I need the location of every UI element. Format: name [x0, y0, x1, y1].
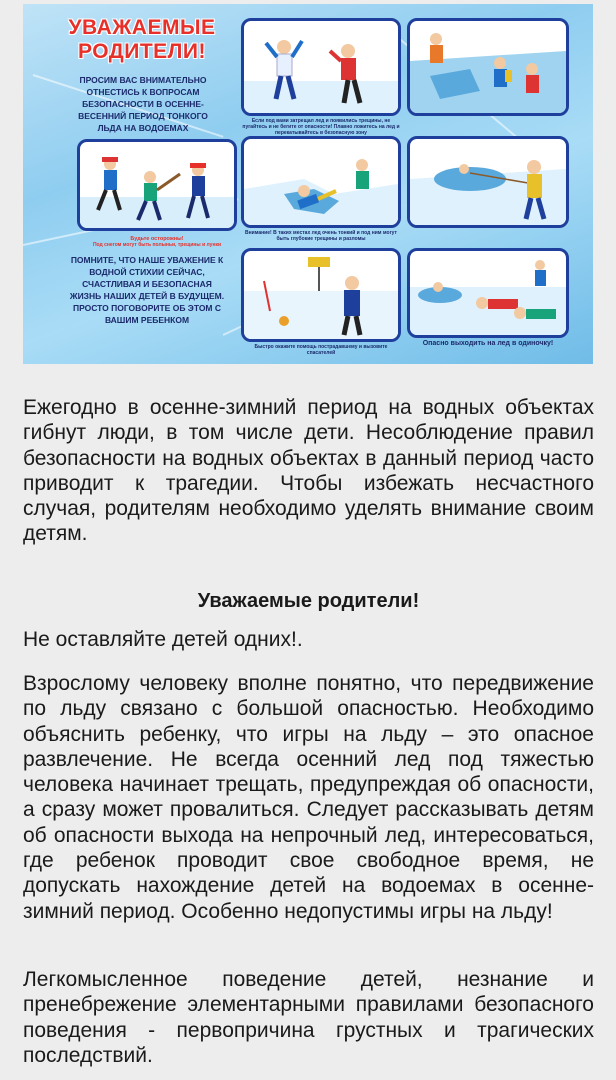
panel-children-on-ice — [241, 18, 401, 116]
poster-warning-sub: Под снегом могут быть полыньи, трещины и лунки — [92, 242, 222, 248]
poster-intro: ПРОСИМ ВАС ВНИМАТЕЛЬНО ОТНЕСТИСЬ К ВОПРОСАМ БЕЗОПАСНОСТИ В ОСЕННЕ-ВЕСЕННИЙ ПЕРИОД ТОНКОГО ЛЬДА НА ВОДОЕМАХ — [78, 75, 208, 133]
poster-background — [23, 4, 593, 364]
poster-warning-caption: Будьте осторожны! — [130, 236, 184, 242]
child-figure-a — [430, 33, 443, 63]
poster-caption-5: Внимание! В таких местах лед очень тонкий и под ним могут быть глубокие трещины и разломы — [245, 230, 397, 242]
article-heading: Уважаемые родители! — [197, 590, 420, 612]
poster-closing: ПОМНИТЕ, ЧТО НАШЕ УВАЖЕНИЕ К ВОДНОЙ СТИХИИ СЕЙЧАС, СЧАСТЛИВАЯ И БЕЗОПАСНАЯ ЖИЗНЬ НАШИХ ДЕТЕЙ В БУДУЩЕМ. ПРОСТО ПОГОВОРИТЕ ОБ ЭТОМ С ВАШИМ РЕБЕНКОМ — [69, 255, 225, 325]
article-paragraph-4: Легкомысленное поведение детей, незнание и пренебрежение элементарными правилами безопасного поведения - первопричина грустных и трагических последствий. — [23, 968, 594, 1067]
poster-caption-2: Если под вами затрещал лед и появились трещины, не пугайтесь и не бегите от опасности! Плавно ложитесь на лед и перекатывайтесь в безопасную зону — [242, 118, 400, 136]
poster-caption-8: Быстро окажите помощь пострадавшему и вызовите спасателей — [254, 344, 388, 356]
panel-rope-rescue — [407, 136, 569, 228]
article-paragraph-3: Взрослому человеку вполне понятно, что передвижение по льду связано с большой опасностью. Необходимо объяснить ребенку, что игры на льду – это опасное развлечение. Не всегда осенний лед под тяжестью человека начинает трещать, предупреждая об опасности, а сразу может провалиться. Следует рассказывать детям об опасности выхода на непрочный лед, интересоваться, где ребенок проводит свое свободное время, не допускать нахождение детей на водоемах в осенне-зимний период. Особенно недопустимы игры на льду! — [23, 672, 594, 923]
panel-rescue — [241, 248, 401, 342]
child-figure-c — [526, 63, 539, 93]
poster-caption-9: Опасно выходить на лед в одиночку! — [422, 340, 554, 347]
panel-hockey — [77, 139, 237, 231]
panel-crawling-rescue — [407, 248, 569, 338]
article-paragraph-2: Не оставляйте детей одних!. — [23, 628, 303, 651]
panel-children-walking — [407, 18, 569, 116]
safety-poster-image — [23, 4, 593, 364]
poster-title: УВАЖАЕМЫЕ РОДИТЕЛИ! — [68, 16, 216, 63]
article-paragraph-1: Ежегодно в осенне-зимний период на водных объектах гибнут люди, в том числе дети. Несоблюдение правил безопасности на водных объектах в данный период часто приводит к трагедии. Чтобы избежать несчастного случая, родителям необходимо уделять внимание своим детям. — [23, 396, 594, 546]
panel-breaking-ice — [241, 136, 401, 228]
standing-figure — [535, 260, 546, 286]
